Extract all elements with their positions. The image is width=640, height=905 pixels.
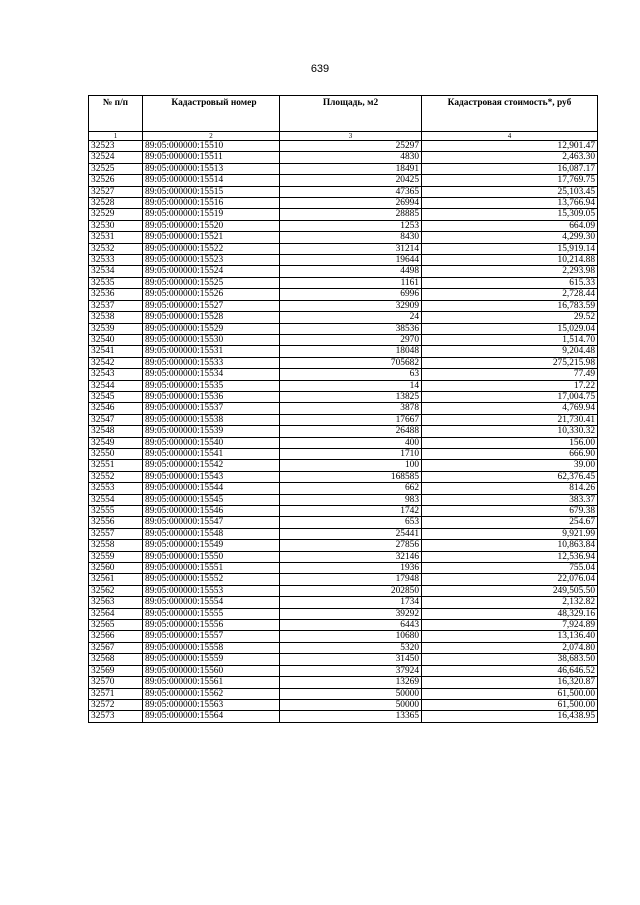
cadastral-table [88,95,598,723]
cost-value: 13,766.94 [422,198,598,209]
table-row [89,597,598,608]
row-number: 32555 [89,506,143,517]
cadastral-number: 89:05:000000:15523 [143,255,280,266]
row-number: 32565 [89,620,143,631]
row-number: 32561 [89,574,143,585]
row-number: 32524 [89,152,143,163]
cost-value: 16,438.95 [422,711,598,722]
table-row [89,426,598,437]
column-index: 3 [280,132,422,141]
table-row [89,608,598,619]
area-value: 168585 [280,471,422,482]
table-row [89,551,598,562]
row-number: 32569 [89,665,143,676]
row-number: 32571 [89,688,143,699]
row-number: 32542 [89,357,143,368]
header-cadastral-number: Кадастровый номер [143,96,280,132]
area-value: 4498 [280,266,422,277]
page-number: 639 [310,63,330,75]
cadastral-number: 89:05:000000:15556 [143,620,280,631]
area-value: 1734 [280,597,422,608]
row-number: 32529 [89,209,143,220]
area-value: 8430 [280,232,422,243]
cadastral-number: 89:05:000000:15548 [143,528,280,539]
cadastral-number: 89:05:000000:15557 [143,631,280,642]
area-value: 6996 [280,289,422,300]
row-number: 32570 [89,677,143,688]
cadastral-number: 89:05:000000:15536 [143,391,280,402]
table-row [89,699,598,710]
cost-value: 666.90 [422,448,598,459]
cost-value: 7,924.89 [422,620,598,631]
row-number: 32573 [89,711,143,722]
row-number: 32564 [89,608,143,619]
table-row [89,357,598,368]
cost-value: 61,500.00 [422,699,598,710]
cadastral-number: 89:05:000000:15564 [143,711,280,722]
row-number: 32551 [89,460,143,471]
cadastral-number: 89:05:000000:15540 [143,437,280,448]
area-value: 32909 [280,300,422,311]
area-value: 25441 [280,528,422,539]
table-row [89,540,598,551]
cadastral-number: 89:05:000000:15534 [143,369,280,380]
area-value: 653 [280,517,422,528]
row-number: 32541 [89,346,143,357]
row-number: 32523 [89,141,143,152]
column-index: 4 [422,132,598,141]
cadastral-number: 89:05:000000:15543 [143,471,280,482]
row-number: 32538 [89,312,143,323]
row-number: 32563 [89,597,143,608]
cost-value: 38,683.50 [422,654,598,665]
table-row [89,391,598,402]
area-value: 17667 [280,414,422,425]
table-row [89,289,598,300]
cadastral-number: 89:05:000000:15555 [143,608,280,619]
cadastral-number: 89:05:000000:15546 [143,506,280,517]
table-row [89,369,598,380]
cadastral-number: 89:05:000000:15551 [143,563,280,574]
row-number: 32525 [89,163,143,174]
row-number: 32562 [89,585,143,596]
table-row [89,346,598,357]
area-value: 1161 [280,277,422,288]
row-number: 32560 [89,563,143,574]
table-row [89,483,598,494]
cost-value: 48,329.16 [422,608,598,619]
table-row [89,585,598,596]
row-number: 32527 [89,186,143,197]
row-number: 32546 [89,403,143,414]
area-value: 10680 [280,631,422,642]
row-number: 32557 [89,528,143,539]
cost-value: 77.49 [422,369,598,380]
row-number: 32548 [89,426,143,437]
area-value: 400 [280,437,422,448]
cadastral-number: 89:05:000000:15537 [143,403,280,414]
cost-value: 2,074.80 [422,642,598,653]
cadastral-number: 89:05:000000:15510 [143,141,280,152]
table-row [89,300,598,311]
row-number: 32554 [89,494,143,505]
cadastral-number: 89:05:000000:15531 [143,346,280,357]
area-value: 50000 [280,699,422,710]
table-row [89,198,598,209]
area-value: 5320 [280,642,422,653]
table-row [89,334,598,345]
cost-value: 9,204.48 [422,346,598,357]
table-row [89,460,598,471]
row-number: 32531 [89,232,143,243]
table-row [89,152,598,163]
row-number: 32526 [89,175,143,186]
row-number: 32559 [89,551,143,562]
table-row [89,448,598,459]
row-number: 32534 [89,266,143,277]
area-value: 100 [280,460,422,471]
area-value: 6443 [280,620,422,631]
cadastral-number: 89:05:000000:15511 [143,152,280,163]
table-row [89,620,598,631]
row-number: 32528 [89,198,143,209]
area-value: 4830 [280,152,422,163]
cost-value: 9,921.99 [422,528,598,539]
area-value: 47365 [280,186,422,197]
cost-value: 15,919.14 [422,243,598,254]
cadastral-number: 89:05:000000:15553 [143,585,280,596]
cadastral-number: 89:05:000000:15563 [143,699,280,710]
cadastral-number: 89:05:000000:15528 [143,312,280,323]
table-body [89,141,598,723]
cost-value: 4,299.30 [422,232,598,243]
area-value: 3878 [280,403,422,414]
area-value: 32146 [280,551,422,562]
area-value: 1742 [280,506,422,517]
cost-value: 16,783.59 [422,300,598,311]
cost-value: 4,769.94 [422,403,598,414]
table-row [89,654,598,665]
row-number: 32556 [89,517,143,528]
area-value: 18048 [280,346,422,357]
cadastral-number: 89:05:000000:15514 [143,175,280,186]
table-row [89,517,598,528]
table-row [89,186,598,197]
cost-value: 22,076.04 [422,574,598,585]
cadastral-number: 89:05:000000:15515 [143,186,280,197]
area-value: 983 [280,494,422,505]
cadastral-number: 89:05:000000:15545 [143,494,280,505]
cadastral-number: 89:05:000000:15525 [143,277,280,288]
cost-value: 664.09 [422,220,598,231]
column-index: 2 [143,132,280,141]
area-value: 27856 [280,540,422,551]
area-value: 20425 [280,175,422,186]
area-value: 26488 [280,426,422,437]
row-number: 32552 [89,471,143,482]
cadastral-number: 89:05:000000:15552 [143,574,280,585]
table-row [89,506,598,517]
cost-value: 61,500.00 [422,688,598,699]
row-number: 32539 [89,323,143,334]
cost-value: 249,505.50 [422,585,598,596]
cost-value: 2,293.98 [422,266,598,277]
row-number: 32532 [89,243,143,254]
cost-value: 755.04 [422,563,598,574]
cost-value: 2,463.30 [422,152,598,163]
cadastral-number: 89:05:000000:15527 [143,300,280,311]
header-cadastral-cost: Кадастровая стоимость*, руб [422,96,598,132]
cost-value: 62,376.45 [422,471,598,482]
cost-value: 17,769.75 [422,175,598,186]
area-value: 17948 [280,574,422,585]
area-value: 63 [280,369,422,380]
table-row [89,688,598,699]
row-number: 32549 [89,437,143,448]
cadastral-number: 89:05:000000:15561 [143,677,280,688]
table-row [89,437,598,448]
cadastral-number: 89:05:000000:15554 [143,597,280,608]
area-value: 1710 [280,448,422,459]
area-value: 1253 [280,220,422,231]
area-value: 24 [280,312,422,323]
cost-value: 16,087.17 [422,163,598,174]
cadastral-number: 89:05:000000:15535 [143,380,280,391]
table-row [89,220,598,231]
row-number: 32558 [89,540,143,551]
row-number: 32566 [89,631,143,642]
table-row [89,277,598,288]
cadastral-number: 89:05:000000:15550 [143,551,280,562]
cadastral-number: 89:05:000000:15542 [143,460,280,471]
row-number: 32544 [89,380,143,391]
table-row [89,574,598,585]
table-row [89,631,598,642]
table-row [89,163,598,174]
table-row [89,494,598,505]
table-row [89,642,598,653]
cadastral-number: 89:05:000000:15522 [143,243,280,254]
cost-value: 10,214.88 [422,255,598,266]
cost-value: 156.00 [422,437,598,448]
row-number: 32553 [89,483,143,494]
cost-value: 15,029.04 [422,323,598,334]
row-number: 32568 [89,654,143,665]
row-number: 32540 [89,334,143,345]
table-row [89,312,598,323]
table-row [89,266,598,277]
cadastral-number: 89:05:000000:15521 [143,232,280,243]
cost-value: 12,536.94 [422,551,598,562]
row-number: 32533 [89,255,143,266]
table-row [89,380,598,391]
table-row [89,528,598,539]
cost-value: 15,309.05 [422,209,598,220]
cost-value: 17.22 [422,380,598,391]
row-number: 32536 [89,289,143,300]
cadastral-number: 89:05:000000:15533 [143,357,280,368]
cadastral-number: 89:05:000000:15526 [143,289,280,300]
cost-value: 39.00 [422,460,598,471]
area-value: 1936 [280,563,422,574]
cadastral-number: 89:05:000000:15538 [143,414,280,425]
area-value: 662 [280,483,422,494]
cadastral-number: 89:05:000000:15541 [143,448,280,459]
cadastral-number: 89:05:000000:15530 [143,334,280,345]
row-number: 32572 [89,699,143,710]
table-row [89,243,598,254]
table-row [89,255,598,266]
area-value: 13269 [280,677,422,688]
cadastral-number: 89:05:000000:15560 [143,665,280,676]
cadastral-number: 89:05:000000:15547 [143,517,280,528]
cost-value: 10,330.32 [422,426,598,437]
area-value: 13825 [280,391,422,402]
table-row [89,209,598,220]
table-row [89,323,598,334]
cadastral-number: 89:05:000000:15529 [143,323,280,334]
area-value: 31450 [280,654,422,665]
row-number: 32543 [89,369,143,380]
cadastral-number: 89:05:000000:15549 [143,540,280,551]
area-value: 18491 [280,163,422,174]
cost-value: 254.67 [422,517,598,528]
area-value: 37924 [280,665,422,676]
cadastral-number: 89:05:000000:15524 [143,266,280,277]
cost-value: 12,901.47 [422,141,598,152]
row-number: 32535 [89,277,143,288]
cadastral-number: 89:05:000000:15562 [143,688,280,699]
cost-value: 275,215.98 [422,357,598,368]
cost-value: 13,136.40 [422,631,598,642]
cost-value: 383.37 [422,494,598,505]
area-value: 31214 [280,243,422,254]
cost-value: 21,730.41 [422,414,598,425]
header-num: № п/п [89,96,143,132]
cadastral-number: 89:05:000000:15519 [143,209,280,220]
cost-value: 2,132.82 [422,597,598,608]
area-value: 14 [280,380,422,391]
header-area: Площадь, м2 [280,96,422,132]
cost-value: 615.33 [422,277,598,288]
table-row [89,414,598,425]
table-row [89,563,598,574]
row-number: 32547 [89,414,143,425]
table-row [89,175,598,186]
cost-value: 10,863.84 [422,540,598,551]
row-number: 32530 [89,220,143,231]
cadastral-number: 89:05:000000:15516 [143,198,280,209]
row-number: 32545 [89,391,143,402]
area-value: 202850 [280,585,422,596]
row-number: 32567 [89,642,143,653]
cost-value: 679.38 [422,506,598,517]
area-value: 50000 [280,688,422,699]
row-number: 32550 [89,448,143,459]
cadastral-number: 89:05:000000:15559 [143,654,280,665]
cadastral-number: 89:05:000000:15558 [143,642,280,653]
area-value: 19644 [280,255,422,266]
cost-value: 2,728.44 [422,289,598,300]
row-number: 32537 [89,300,143,311]
area-value: 38536 [280,323,422,334]
cost-value: 16,320.87 [422,677,598,688]
table-row [89,711,598,722]
area-value: 39292 [280,608,422,619]
area-value: 25297 [280,141,422,152]
area-value: 13365 [280,711,422,722]
table-row [89,232,598,243]
cost-value: 17,004.75 [422,391,598,402]
cost-value: 1,514.70 [422,334,598,345]
cadastral-number: 89:05:000000:15513 [143,163,280,174]
cadastral-number: 89:05:000000:15520 [143,220,280,231]
area-value: 28885 [280,209,422,220]
table-row [89,471,598,482]
table-row [89,665,598,676]
cost-value: 29.52 [422,312,598,323]
cost-value: 814.26 [422,483,598,494]
column-index: 1 [89,132,143,141]
table-row [89,403,598,414]
cadastral-number: 89:05:000000:15544 [143,483,280,494]
table-row [89,141,598,152]
area-value: 26994 [280,198,422,209]
cadastral-number: 89:05:000000:15539 [143,426,280,437]
cost-value: 25,103.45 [422,186,598,197]
table-row [89,677,598,688]
cost-value: 46,646.52 [422,665,598,676]
area-value: 705682 [280,357,422,368]
area-value: 2970 [280,334,422,345]
